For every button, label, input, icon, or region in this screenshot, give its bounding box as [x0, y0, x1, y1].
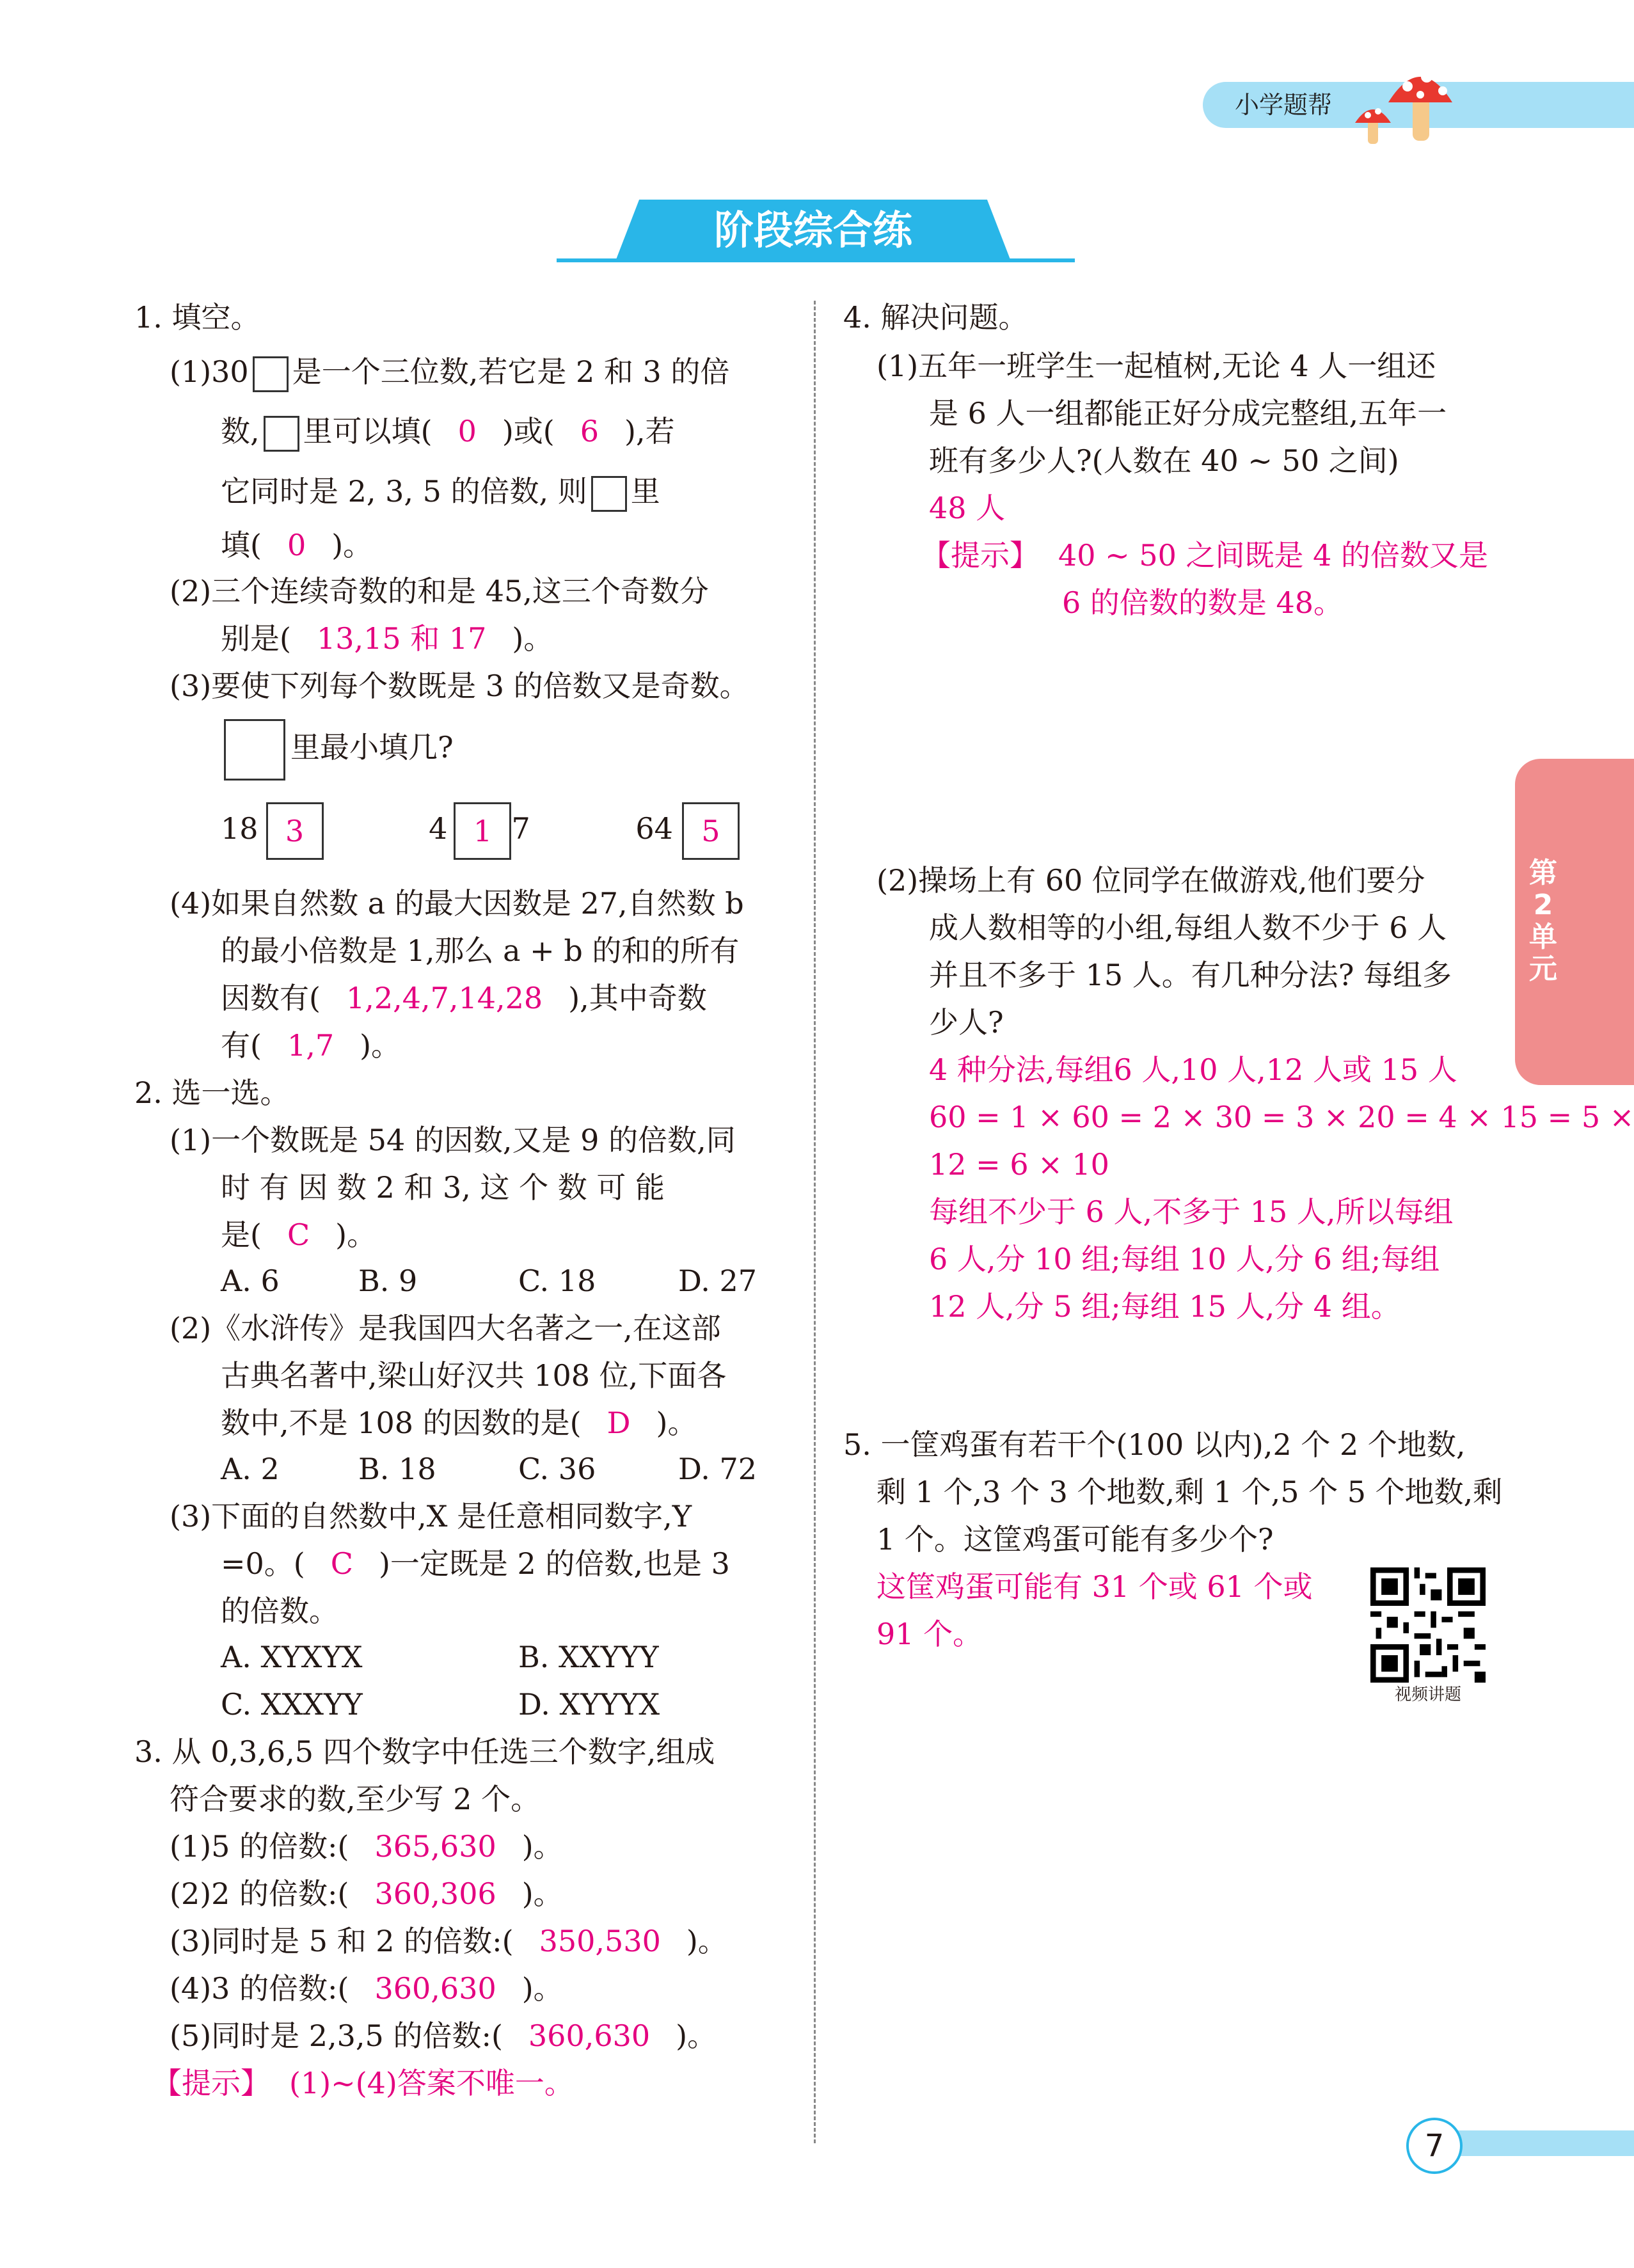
q4-p2-line2: 成人数相等的小组,每组人数不少于 6 人	[929, 910, 1447, 945]
q2-title: 2. 选一选。	[134, 1075, 290, 1110]
q2-p1-line2: 时 有 因 数 2 和 3, 这 个 数 可 能	[221, 1170, 665, 1205]
q4-p2-line3: 并且不多于 15 人。有几种分法? 每组多	[929, 958, 1452, 992]
answer-box: 3	[266, 802, 324, 860]
q4-p1-answer: 48 人	[929, 491, 1006, 525]
q3-item-4: (4)3 的倍数:( 360,630 )。	[170, 1971, 563, 2006]
q2-p1-line1: (1)一个数既是 54 的因数,又是 9 的倍数,同	[170, 1123, 736, 1157]
q2-p1-opt-c: C. 18	[518, 1264, 596, 1298]
blank-box	[264, 416, 299, 452]
q1-p4-line1: (4)如果自然数 a 的最大因数是 27,自然数 b	[170, 886, 744, 921]
q4-p2-answer-2: 60 = 1 × 60 = 2 × 30 = 3 × 20 = 4 × 15 = 5 ×	[929, 1100, 1634, 1134]
q1-title: 1. 填空。	[134, 300, 260, 335]
answer-box: 5	[682, 802, 740, 860]
page-number-bar	[1440, 2130, 1634, 2156]
answer: 6	[580, 414, 599, 448]
q5-answer-2: 91 个。	[876, 1617, 983, 1651]
q3-title-line1: 3. 从 0,3,6,5 四个数字中任选三个数字,组成	[134, 1734, 715, 1769]
q1-p4-line4: 有( 1,7 )。	[221, 1028, 401, 1063]
q4-p1-line2: 是 6 人一组都能正好分成完整组,五年一	[929, 396, 1447, 431]
answer: D	[607, 1406, 631, 1440]
mushroom-icon	[1350, 58, 1459, 147]
q3-item-2: (2)2 的倍数:( 360,306 )。	[170, 1876, 563, 1911]
q4-p2-answer-3: 12 = 6 × 10	[929, 1147, 1109, 1182]
q2-p3-opt-a: A. XYXYX	[221, 1640, 363, 1674]
q4-p2-answer-5: 6 人,分 10 组;每组 10 人,分 6 组;每组	[929, 1242, 1440, 1276]
q3-title-line2: 符合要求的数,至少写 2 个。	[170, 1782, 541, 1816]
q2-p2-opt-b: B. 18	[358, 1452, 436, 1486]
column-divider	[814, 301, 816, 2143]
q1-p3-line1: (3)要使下列每个数既是 3 的倍数又是奇数。	[170, 669, 749, 703]
q2-p1-opt-b: B. 9	[358, 1264, 418, 1298]
answer: 13,15 和 17	[316, 621, 487, 656]
q5-line1: 5. 一筐鸡蛋有若干个(100 以内),2 个 2 个地数,	[843, 1427, 1466, 1462]
blank-box	[224, 719, 285, 781]
blank-box	[591, 476, 627, 512]
q5-line2: 剩 1 个,3 个 3 个地数,剩 1 个,5 个 5 个地数,剩	[876, 1475, 1503, 1509]
answer: 1,7	[287, 1028, 335, 1063]
q2-p3-line1: (3)下面的自然数中,X 是任意相同数字,Y	[170, 1499, 692, 1534]
q2-p2-opt-c: C. 36	[518, 1452, 596, 1486]
q2-p3-line2: =0。( C )一定既是 2 的倍数,也是 3	[221, 1546, 730, 1581]
qr-caption: 视频讲题	[1394, 1685, 1461, 1704]
q1-p1-line3: 它同时是 2, 3, 5 的倍数, 则 里	[221, 468, 660, 514]
q2-p2-opt-a: A. 2	[221, 1452, 280, 1486]
q4-p2-line4: 少人?	[929, 1005, 1004, 1040]
q2-p1-line3: 是( C )。	[221, 1217, 377, 1252]
answer-box: 1	[454, 802, 511, 860]
q4-p1-line1: (1)五年一班学生一起植树,无论 4 人一组还	[876, 349, 1436, 383]
q2-p3-opt-d: D. XYYYX	[518, 1687, 660, 1722]
q4-p2-answer-4: 每组不少于 6 人,不多于 15 人,所以每组	[929, 1194, 1454, 1229]
q4-p2-line1: (2)操场上有 60 位同学在做游戏,他们要分	[876, 863, 1425, 898]
blank-box	[253, 356, 289, 392]
q4-title: 4. 解决问题。	[843, 300, 1028, 335]
answer: 1,2,4,7,14,28	[345, 981, 543, 1015]
q2-p2-line3: 数中,不是 108 的因数的是( D )。	[221, 1406, 697, 1440]
q3-item-3: (3)同时是 5 和 2 的倍数:( 350,530 )。	[170, 1924, 727, 1958]
q1-p2-line2: 别是( 13,15 和 17 )。	[221, 621, 553, 656]
q1-p4-line2: 的最小倍数是 1,那么 a + b 的和的所有	[221, 933, 740, 968]
q5-answer-1: 这筐鸡蛋可能有 31 个或 61 个或	[876, 1569, 1313, 1604]
q3-item-1: (1)5 的倍数:( 365,630 )。	[170, 1829, 563, 1864]
unit-tab-label: 第2单元	[1529, 857, 1557, 985]
q5-line3: 1 个。这筐鸡蛋可能有多少个?	[876, 1522, 1274, 1557]
q4-p1-hint: 【提示】 40 ~ 50 之间既是 4 的倍数又是	[921, 538, 1488, 573]
q3-hint: 【提示】 (1)~(4)答案不唯一。	[152, 2066, 574, 2100]
q2-p2-line2: 古典名著中,梁山好汉共 108 位,下面各	[221, 1358, 727, 1393]
q4-p2-answer-6: 12 人,分 5 组;每组 15 人,分 4 组。	[929, 1289, 1400, 1324]
answer: C	[287, 1217, 310, 1252]
q1-p1-line1: (1)30 是一个三位数,若它是 2 和 3 的倍	[170, 349, 729, 395]
q1-p3-line2: 里最小填几?	[224, 719, 454, 781]
q2-p2-line1: (2)《水浒传》是我国四大名著之一,在这部	[170, 1311, 721, 1345]
answer: 0	[457, 414, 477, 448]
q1-p1-line2: 数, 里可以填( 0 )或( 6 ),若	[221, 408, 675, 454]
qr-code-icon[interactable]	[1370, 1567, 1486, 1683]
q1-p2-line1: (2)三个连续奇数的和是 45,这三个奇数分	[170, 574, 709, 608]
answer: C	[330, 1546, 353, 1581]
brand-label: 小学题帮	[1235, 91, 1333, 119]
page-title: 阶段综合练	[713, 207, 912, 253]
q2-p3-line3: 的倍数。	[221, 1594, 338, 1628]
q2-p2-opt-d: D. 72	[678, 1452, 758, 1486]
q3-item-5: (5)同时是 2,3,5 的倍数:( 360,630 )。	[170, 2018, 717, 2053]
page-number: 7	[1406, 2118, 1463, 2174]
q4-p1-hint-line2: 6 的倍数的数是 48。	[1062, 585, 1344, 620]
q2-p3-opt-c: C. XXXYY	[221, 1687, 363, 1722]
q1-p4-line3: 因数有( 1,2,4,7,14,28 ),其中奇数	[221, 981, 707, 1015]
q4-p2-answer-1: 4 种分法,每组6 人,10 人,12 人或 15 人	[929, 1052, 1457, 1087]
q2-p1-opt-d: D. 27	[678, 1264, 758, 1298]
q4-p1-line3: 班有多少人?(人数在 40 ~ 50 之间)	[929, 443, 1399, 478]
answer: 0	[287, 528, 306, 562]
q1-p1-line4: 填( 0 )。	[221, 528, 373, 562]
q2-p1-opt-a: A. 6	[221, 1264, 280, 1298]
q1-p3-line3: 18 3 4 1 7 64 5	[221, 802, 740, 860]
q2-p3-opt-b: B. XXYYY	[518, 1640, 659, 1674]
